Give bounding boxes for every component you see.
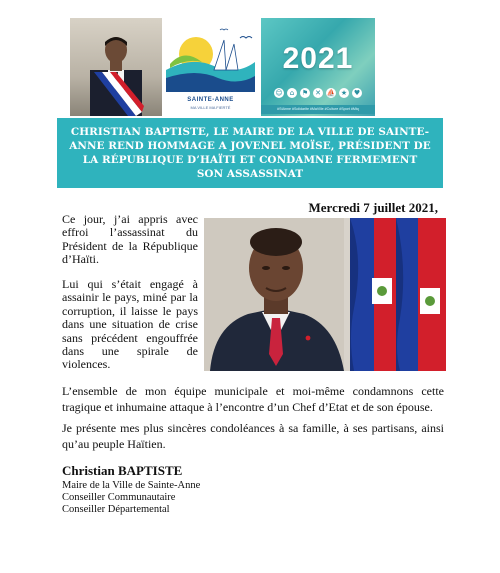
logo-tagline: MA VILLE MA FIERTÉ (190, 105, 231, 110)
title-banner (57, 118, 443, 188)
logo-name: SAINTE-ANNE (187, 97, 234, 103)
president-portrait (204, 218, 446, 371)
house-icon: ⌂ (287, 88, 297, 98)
banner-2021 (261, 18, 375, 116)
signature-title-3: Conseiller Départemental (62, 504, 170, 515)
signature-title-2: Conseiller Communautaire (62, 492, 176, 503)
banner-icon-row (261, 88, 375, 98)
sainte-anne-logo (162, 18, 259, 116)
president-photo (204, 218, 446, 371)
paragraph-4: Je présente mes plus sincères condoléances à sa famille, à ses partisans, ainsi qu’au peuple Haïtien. (62, 421, 444, 451)
banner-year: 2021 (282, 42, 354, 75)
people-icon: ☺ (275, 89, 283, 97)
paragraph-3: L’ensemble de mon équipe municipale et moi-même condamnons cette tragique et inhumaine attaque à l’encontre d’un Chef d’Etat et de son épouse. (62, 384, 444, 414)
paragraph-2: Lui qui s’était engagé à assainir le pays, miné par la corruption, il laisse le pays dans une situation de crise sans précédent engouffrée dans une spirale de violences. (62, 277, 198, 372)
star-icon: ★ (340, 89, 348, 97)
signature-name: Christian BAPTISTE (62, 463, 183, 478)
mayor-photo (70, 18, 162, 116)
sailing-icon: ⛵ (326, 89, 336, 97)
cross-icon: ✕ (313, 88, 323, 98)
signature-title-1: Maire de la Ville de Sainte-Anne (62, 480, 201, 491)
mayor-figure (84, 28, 148, 116)
logo-mark (162, 18, 259, 98)
heart-icon: ♥ (353, 89, 361, 97)
flag-icon: ⚑ (301, 89, 309, 97)
banner-hashtags: #StAnne #Solidarite #MaVille #Culture #Sport #Mtq (261, 105, 375, 114)
page-title: CHRISTIAN BAPTISTE, LE MAIRE DE LA VILLE DE SAINTE-ANNE REND HOMMAGE A JOVENEL MOÏSE, PRÉSIDENT DE LA RÉPUBLIQUE D’HAÏTI ET CONDAMNE FERMEMENT SON ASSASSINAT (69, 126, 431, 180)
date-line: Mercredi 7 juillet 2021, (308, 200, 438, 215)
paragraph-1: Ce jour, j’ai appris avec effroi l’assassinat du Président de la République d’Haïti. (62, 212, 198, 267)
